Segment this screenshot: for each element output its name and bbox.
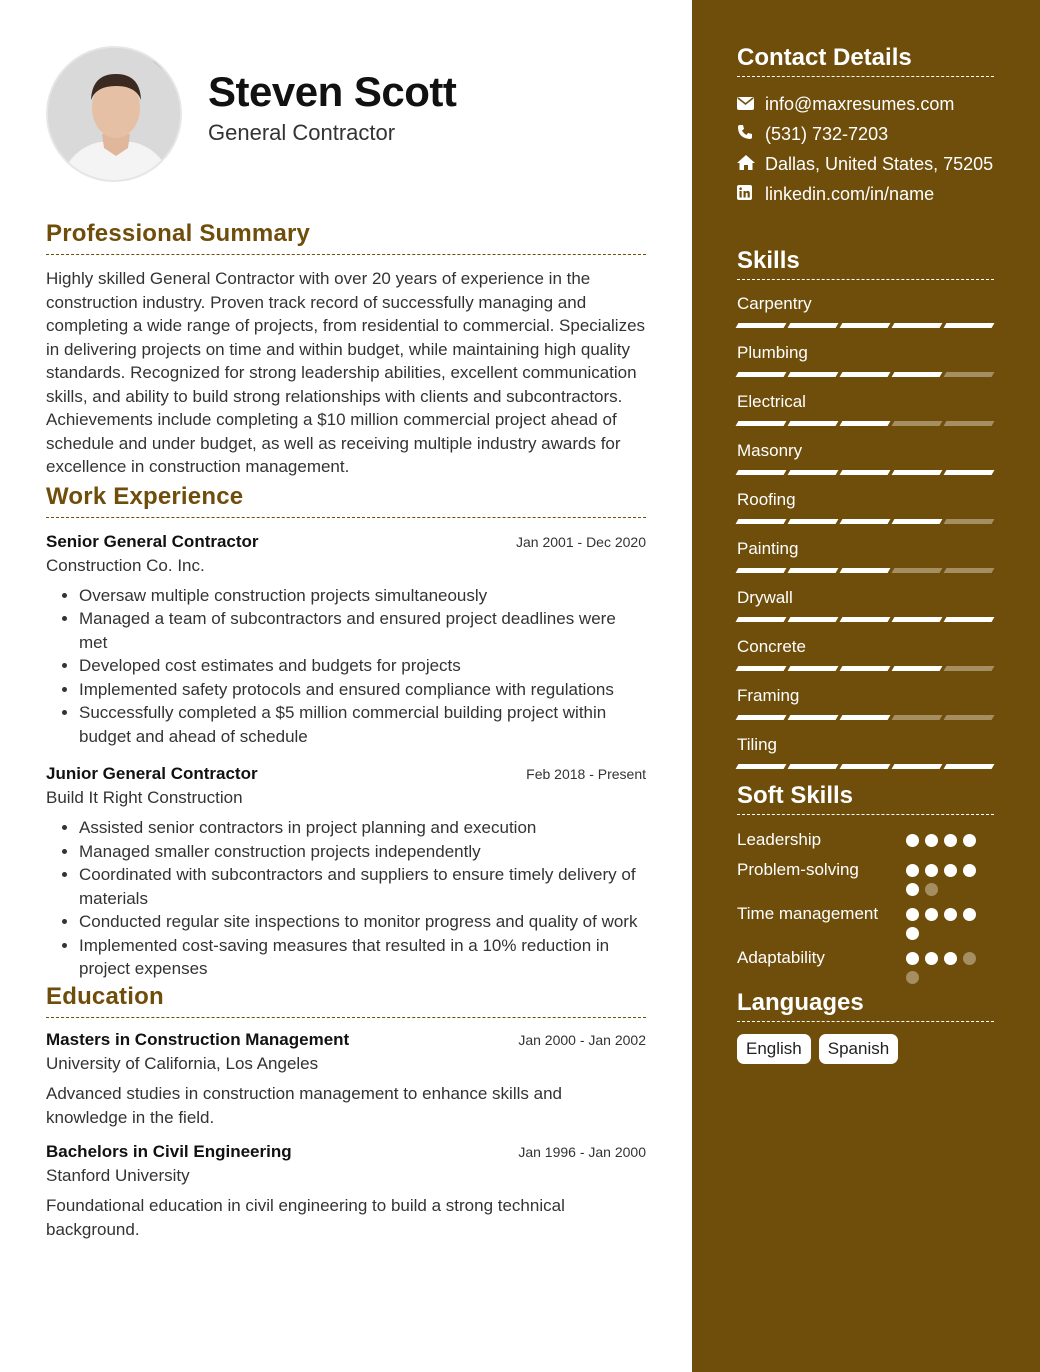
education-description: Foundational education in civil engineering to build a strong technical background. <box>46 1195 565 1239</box>
skill-level-segment <box>788 519 839 524</box>
rating-dot <box>944 864 957 877</box>
skill-level-segment <box>840 764 891 769</box>
job-bullet: • Implemented cost-saving measures that resulted in a 10% reduction in project expenses <box>79 934 646 981</box>
skill-level-segment <box>736 764 787 769</box>
skill-level-bar <box>737 372 994 384</box>
soft-skill-name: Leadership <box>737 830 822 849</box>
skill-item <box>737 292 994 335</box>
degree: Masters in Construction Management <box>46 1029 350 1049</box>
rating-dot <box>906 971 919 984</box>
linkedin-text: linkedin.com/in/name <box>765 183 935 204</box>
skill-level-segment <box>892 470 943 475</box>
rating-dot <box>906 883 919 896</box>
soft-skill-rating <box>906 864 994 896</box>
rating-dot <box>906 834 919 847</box>
job-bullet: • Successfully completed a $5 million commercial building project within budget and ahead of schedule <box>79 701 646 748</box>
skill-item <box>737 341 994 384</box>
skill-level-segment <box>892 421 943 426</box>
language-list <box>737 1034 994 1064</box>
skill-level-bar <box>737 764 994 776</box>
skills-section <box>737 247 994 776</box>
skill-name: Tiling <box>737 735 777 754</box>
skills-heading: Skills <box>737 247 994 280</box>
skill-level-segment <box>944 421 995 426</box>
rating-dot <box>944 952 957 965</box>
soft-skills-heading: Soft Skills <box>737 782 994 815</box>
skill-level-segment <box>944 666 995 671</box>
job-bullet: • Oversaw multiple construction projects simultaneously <box>79 584 646 608</box>
experience-heading: Work Experience <box>46 483 646 518</box>
soft-skill-item <box>737 901 994 940</box>
skill-level-segment <box>840 568 891 573</box>
job-bullet: • Managed a team of subcontractors and ensured project deadlines were met <box>79 607 646 654</box>
soft-skills-list <box>737 827 994 984</box>
skill-level-segment <box>892 764 943 769</box>
skill-level-bar <box>737 323 994 335</box>
skill-level-segment <box>840 323 891 328</box>
skill-level-segment <box>892 519 943 524</box>
rating-dot <box>963 952 976 965</box>
skill-level-segment <box>736 666 787 671</box>
rating-dot <box>906 908 919 921</box>
job-bullet: • Conducted regular site inspections to monitor progress and quality of work <box>79 910 646 934</box>
soft-skill-name: Time management <box>737 904 879 923</box>
skill-level-segment <box>892 715 943 720</box>
skill-level-segment <box>840 519 891 524</box>
job-date: Feb 2018 - Present <box>526 766 646 782</box>
skill-level-segment <box>840 666 891 671</box>
skill-item <box>737 586 994 629</box>
job-bullet: • Developed cost estimates and budgets for projects <box>79 654 646 678</box>
contact-email[interactable] <box>737 89 994 119</box>
skill-level-segment <box>788 617 839 622</box>
degree: Bachelors in Civil Engineering <box>46 1141 292 1161</box>
contact-linkedin[interactable] <box>737 179 994 209</box>
job-company: Build It Right Construction <box>46 788 243 807</box>
rating-dot <box>963 908 976 921</box>
skill-level-bar <box>737 470 994 482</box>
skills-list <box>737 292 994 776</box>
soft-skill-rating <box>906 952 994 984</box>
soft-skill-item <box>737 857 994 896</box>
rating-dot <box>906 952 919 965</box>
skill-item <box>737 635 994 678</box>
skill-level-segment <box>944 568 995 573</box>
candidate-title: General Contractor <box>208 120 396 145</box>
languages-heading: Languages <box>737 989 994 1022</box>
job-date: Jan 2001 - Dec 2020 <box>516 533 646 550</box>
education-section <box>46 983 646 1242</box>
skill-level-segment <box>944 617 995 622</box>
skill-level-segment <box>840 715 891 720</box>
contact-section <box>737 44 994 209</box>
skill-level-segment <box>788 323 839 328</box>
education-entry <box>46 1142 646 1242</box>
skill-level-segment <box>840 421 891 426</box>
contact-address <box>737 149 994 179</box>
skill-level-segment <box>892 372 943 377</box>
skill-level-bar <box>737 666 994 678</box>
skill-level-segment <box>944 470 995 475</box>
school: University of California, Los Angeles <box>46 1053 319 1073</box>
skill-level-segment <box>788 715 839 720</box>
soft-skill-name: Problem-solving <box>737 860 859 879</box>
skill-level-segment <box>736 519 787 524</box>
rating-dot <box>925 883 938 896</box>
summary-heading: Professional Summary <box>46 220 646 255</box>
experience-section <box>46 483 646 981</box>
skill-level-segment <box>944 764 995 769</box>
skill-item <box>737 439 994 482</box>
skill-level-segment <box>840 470 891 475</box>
skill-level-segment <box>736 617 787 622</box>
rating-dot <box>925 908 938 921</box>
skill-level-segment <box>892 666 943 671</box>
skill-name: Roofing <box>737 490 796 509</box>
address-text: Dallas, United States, 75205 <box>765 153 994 174</box>
skill-level-segment <box>892 617 943 622</box>
skill-level-segment <box>788 666 839 671</box>
summary-section <box>46 220 646 479</box>
skill-level-segment <box>944 519 995 524</box>
skill-level-segment <box>840 372 891 377</box>
skill-item <box>737 537 994 580</box>
skill-name: Carpentry <box>737 294 812 313</box>
skill-level-segment <box>944 715 995 720</box>
avatar <box>46 46 182 182</box>
skill-level-bar <box>737 715 994 727</box>
skill-level-segment <box>840 617 891 622</box>
rating-dot <box>925 834 938 847</box>
rating-dot <box>963 864 976 877</box>
job-bullet: • Coordinated with subcontractors and suppliers to ensure timely delivery of materials <box>79 863 646 910</box>
skill-item <box>737 684 994 727</box>
job-title: Senior General Contractor <box>46 531 259 551</box>
job-title: Junior General Contractor <box>46 764 258 783</box>
linkedin-icon <box>737 184 765 205</box>
header <box>46 0 646 190</box>
job-bullet: • Implemented safety protocols and ensured compliance with regulations <box>79 678 646 702</box>
skill-item <box>737 390 994 433</box>
job-bullet: • Assisted senior contractors in project planning and execution <box>79 816 646 840</box>
skill-level-segment <box>892 568 943 573</box>
school: Stanford University <box>46 1165 190 1185</box>
skill-item <box>737 488 994 531</box>
education-date: Jan 1996 - Jan 2000 <box>518 1143 646 1160</box>
home-icon <box>737 154 765 175</box>
job-company: Construction Co. Inc. <box>46 555 205 575</box>
contact-list <box>737 89 994 209</box>
skill-level-segment <box>944 323 995 328</box>
soft-skill-rating <box>906 908 994 940</box>
skill-level-bar <box>737 568 994 580</box>
skill-level-segment <box>736 470 787 475</box>
soft-skill-name: Adaptability <box>737 948 825 967</box>
skill-name: Painting <box>737 539 799 558</box>
skill-name: Framing <box>737 686 800 705</box>
soft-skills-section <box>737 782 994 984</box>
rating-dot <box>906 864 919 877</box>
job-entry <box>46 764 646 981</box>
education-heading: Education <box>46 983 646 1018</box>
skill-level-bar <box>737 519 994 531</box>
skill-name: Plumbing <box>737 343 808 362</box>
rating-dot <box>963 834 976 847</box>
skill-level-segment <box>944 372 995 377</box>
job-bullet: • Managed smaller construction projects independently <box>79 840 646 864</box>
rating-dot <box>925 952 938 965</box>
summary-text: Highly skilled General Contractor with over 20 years of experience in the construction industry. Proven track record of successfully managing and completing a wide range of projects, from residential to commercial. Specializes in delivering projects on time and within budget, while maintaining high quality standards. Recognized for strong leadership abilities, excellent communication skills, and ability to build strong relationships with clients and subcontractors. Achievements include completing a $10 million commercial project ahead of schedule and under budget, as well as receiving multiple industry awards for excellence in construction management. <box>46 269 646 476</box>
skill-level-segment <box>788 470 839 475</box>
soft-skill-item <box>737 827 994 852</box>
skill-level-segment <box>788 568 839 573</box>
skill-level-segment <box>736 372 787 377</box>
rating-dot <box>925 864 938 877</box>
candidate-name: Steven Scott <box>208 68 457 115</box>
skill-level-segment <box>736 715 787 720</box>
phone-text: (531) 732-7203 <box>765 123 889 144</box>
education-date: Jan 2000 - Jan 2002 <box>518 1031 646 1048</box>
language-tag: Spanish <box>819 1034 898 1064</box>
skill-level-bar <box>737 617 994 629</box>
rating-dot <box>944 834 957 847</box>
job-bullets <box>79 584 646 749</box>
language-tag: English <box>737 1034 811 1064</box>
education-description: Advanced studies in construction management to enhance skills and knowledge in the field. <box>46 1083 562 1127</box>
rating-dot <box>906 927 919 940</box>
skill-level-segment <box>788 764 839 769</box>
skill-level-segment <box>736 323 787 328</box>
languages-section <box>737 989 994 1064</box>
skill-item <box>737 733 994 776</box>
skill-level-segment <box>736 421 787 426</box>
skill-name: Masonry <box>737 441 803 460</box>
rating-dot <box>944 908 957 921</box>
contact-phone[interactable] <box>737 119 994 149</box>
contact-heading: Contact Details <box>737 44 994 77</box>
skill-name: Electrical <box>737 392 806 411</box>
skill-level-bar <box>737 421 994 433</box>
soft-skill-rating <box>906 834 994 847</box>
skill-level-segment <box>788 421 839 426</box>
avatar-photo <box>48 48 182 182</box>
sidebar <box>692 0 1040 1372</box>
job-bullets <box>79 816 646 981</box>
skill-name: Concrete <box>737 637 806 656</box>
phone-icon <box>737 124 765 145</box>
email-text: info@maxresumes.com <box>765 93 955 114</box>
job-entry <box>46 532 646 749</box>
education-entry <box>46 1030 646 1130</box>
skill-level-segment <box>892 323 943 328</box>
soft-skill-item <box>737 945 994 984</box>
skill-level-segment <box>736 568 787 573</box>
envelope-icon <box>737 94 765 115</box>
skill-name: Drywall <box>737 588 793 607</box>
skill-level-segment <box>788 372 839 377</box>
